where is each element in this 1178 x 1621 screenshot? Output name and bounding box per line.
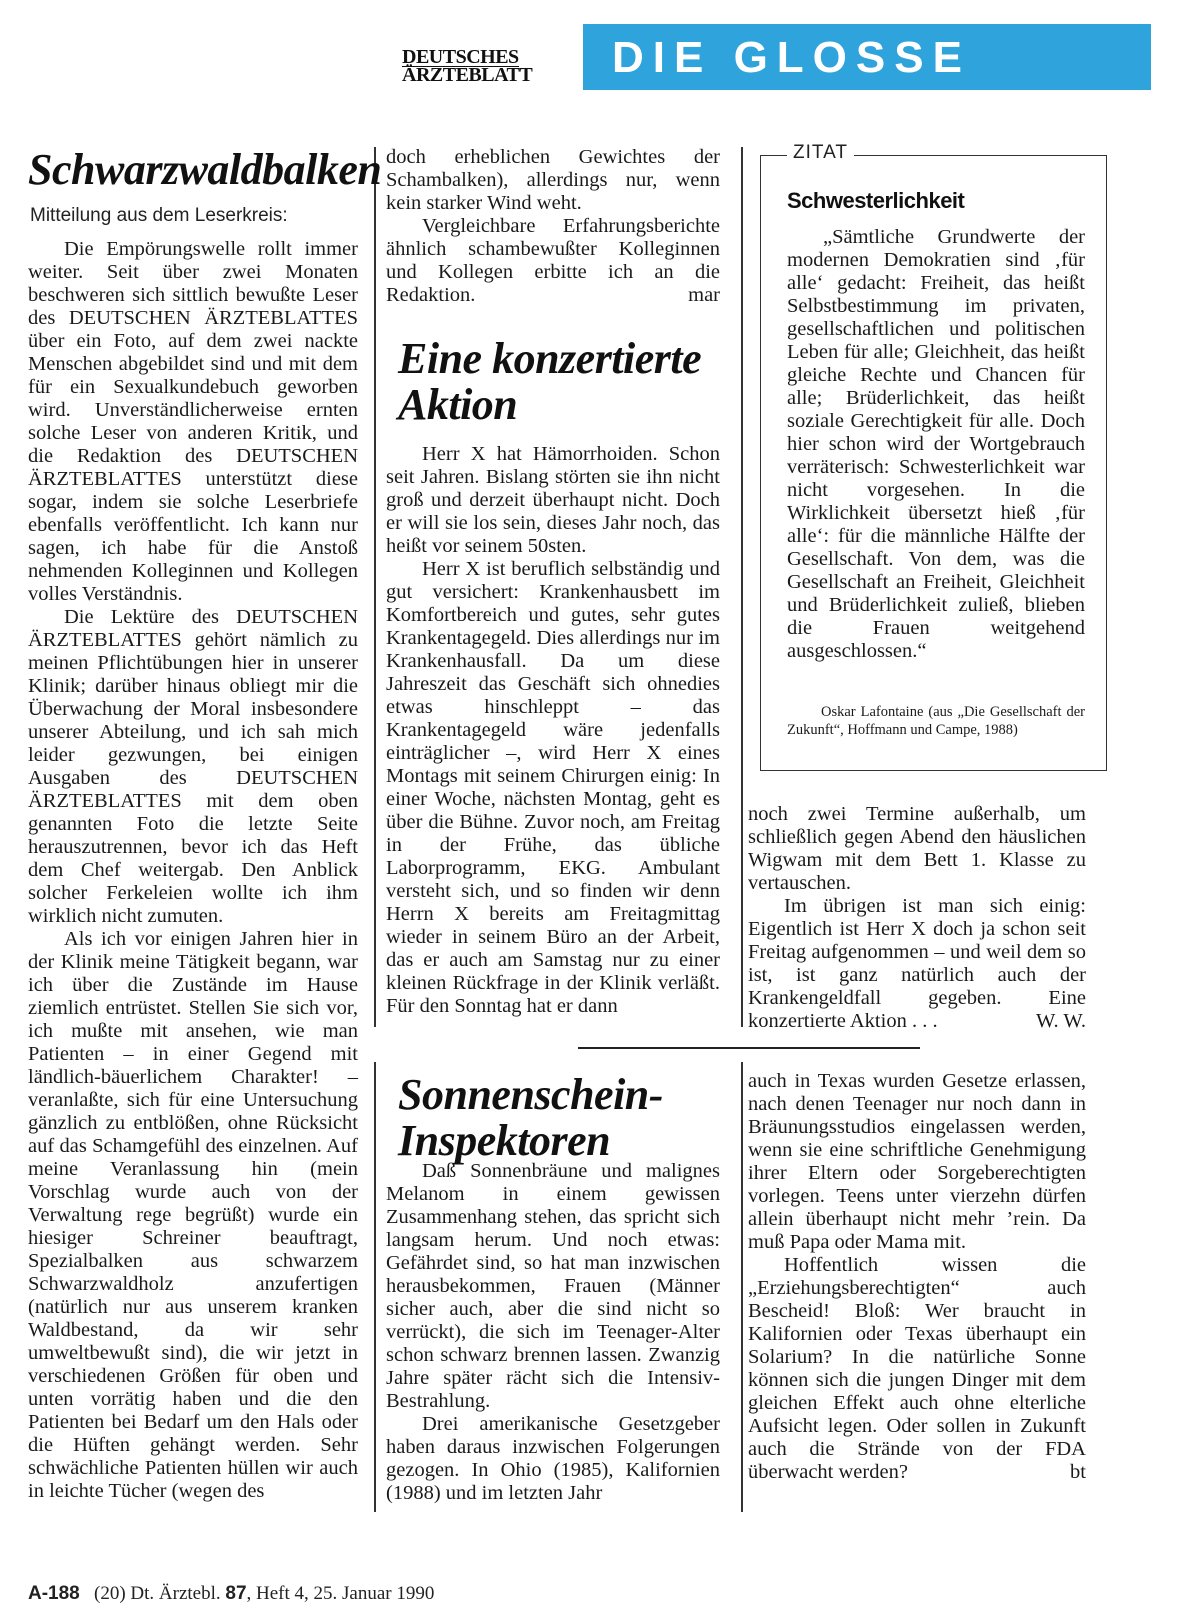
article-continuation — [748, 1070, 1086, 1484]
article-title — [398, 1072, 738, 1164]
citation-issue: , Heft 4, 25. Januar 1990 — [246, 1583, 435, 1604]
paragraph: doch erheblichen Gewichtes der Schambalken), allerdings nur, wenn kein starker Wind weht. — [386, 146, 720, 214]
author-signature: mar — [688, 284, 720, 306]
section-title: DIE GLOSSE — [612, 33, 971, 82]
article-body — [386, 1160, 720, 1505]
paragraph-text: Vergleichbare Erfahrungsberichte ähnlich schambewußter Kolleginnen und Kollegen erbitte ich an die Redaktion. — [386, 215, 720, 306]
article-body — [28, 238, 358, 1503]
paragraph: „Sämtliche Grundwerte der modernen Demokratien sind ‚für alle‘ gedacht: Freiheit, das heißt Selbstbestimmung im privaten, gesellschaftlichen und politischen Leben für alle; Gleichheit, das heißt gleiche Rechte und Chancen für alle; Brüderlichkeit, das heißt soziale Gerechtigkeit für alle. Doch hier schon wird der Wortgebrauch verräterisch: Schwesterlichkeit war nicht vorgesehen. In die Wirklichkeit übersetzt hieß ‚für alle‘: für die männliche Hälfte der Gesellschaft. Von dem, was die Gesellschaft an Freiheit, Gleichheit und Brüderlichkeit zuließ, blieben die Frauen weitgehend ausgeschlossen.“ — [787, 226, 1085, 662]
paragraph: noch zwei Termine außerhalb, um schließlich gegen Abend den häuslichen Wigwam mit dem Bett 1. Klasse zu vertauschen. — [748, 803, 1086, 894]
quote-heading: Schwesterlichkeit — [787, 188, 965, 213]
article-title — [398, 336, 738, 428]
title-line: Aktion — [398, 380, 518, 429]
author-signature: W. W. — [1036, 1010, 1086, 1032]
page-footer — [28, 1583, 434, 1605]
volume-number: 87 — [225, 1583, 247, 1604]
column-rule — [741, 147, 743, 1027]
article-body — [386, 443, 720, 1018]
title-line: Inspektoren — [398, 1116, 611, 1165]
paragraph — [748, 895, 1086, 1033]
column-rule — [374, 1062, 376, 1512]
column-rule — [374, 147, 376, 1027]
author-signature: bt — [1070, 1461, 1086, 1483]
quote-source — [787, 703, 1085, 739]
logo-line-1: DEUTSCHES — [402, 46, 519, 68]
quote-label: ZITAT — [787, 142, 854, 164]
article-title: Schwarzwaldbalken — [28, 145, 382, 194]
article-continuation — [386, 146, 720, 307]
column-rule — [741, 1062, 743, 1512]
citation-text: (20) Dt. Ärztebl. — [94, 1583, 221, 1604]
paragraph: Daß Sonnenbräune und malignes Melanom in einem gewissen Zusammenhang stehen, das spricht sich langsam herum. Und noch etwas: Gefährdet sind, so hat man inzwischen herausbekommen, Frauen (Männer sicher auch, aber die sind nicht so verrückt), die sich im Teenager-Alter schon schwarz brennen lassen. Zwanzig Jahre später rächt sich die Intensiv-Bestrahlung. — [386, 1160, 720, 1412]
logo-line-2: ÄRZTEBLATT — [402, 64, 533, 86]
paragraph: Die Lektüre des DEUTSCHEN ÄRZTEBLATTES gehört nämlich zu meinen Pflichtübungen hier in unserer Klinik; darüber hinaus obliegt mir die Überwachung der Moral insbesondere unserer Abteilung, und ich sah mich leider gezwungen, bei einigen Ausgaben des DEUTSCHEN ÄRZTEBLATTES mit dem oben genannten Foto die letzte Seite herauszutrennen, bevor ich das Heft dem Chef weitergab. Den Anblick solcher Ferkeleien wollte ich ihm wirklich nicht zumuten. — [28, 606, 358, 927]
title-line: Eine konzertierte — [398, 334, 702, 383]
title-line: Sonnenschein- — [398, 1070, 663, 1119]
page-number: A-188 — [28, 1583, 80, 1604]
masthead-logo — [402, 46, 570, 86]
article-subtitle: Mitteilung aus dem Leserkreis: — [30, 205, 288, 226]
paragraph: Die Empörungswelle rollt immer weiter. Seit über zwei Monaten beschweren sich sittlich bewußte Leser des DEUTSCHEN ÄRZTEBLATTES über ein Foto, auf dem zwei nackte Menschen abgebildet sind und mit dem für ein Sexualkundebuch geworben wird. Unverständlicherweise ernten solche Leser von anderen Kritik, und die Redaktion des DEUTSCHEN ÄRZTEBLATTES unterstützt diese sogar, indem sie solche Leserbriefe ebenfalls veröffentlicht. Ich kann nur sagen, ich habe für die Anstoß nehmenden Kolleginnen und Kollegen volles Verständnis. — [28, 238, 358, 605]
article-continuation — [748, 803, 1086, 1033]
paragraph — [748, 1254, 1086, 1484]
paragraph: Oskar Lafontaine (aus „Die Gesellschaft der Zukunft“, Hoffmann und Campe, 1988) — [787, 704, 1085, 738]
paragraph: Herr X hat Hämorrhoiden. Schon seit Jahren. Bislang störten sie ihn nicht groß und derzeit überhaupt nicht. Doch er will sie los sein, dieses Jahr noch, das heißt vor seinem 50sten. — [386, 443, 720, 557]
paragraph — [386, 215, 720, 307]
paragraph: Drei amerikanische Gesetzgeber haben daraus inzwischen Folgerungen gezogen. In Ohio (1985), Kalifornien (1988) und im letzten Jahr — [386, 1413, 720, 1504]
section-divider — [578, 1047, 920, 1049]
paragraph: Als ich vor einigen Jahren hier in der Klinik meine Tätigkeit begann, war ich über die Zustände im Hause ziemlich entrüstet. Stellen Sie sich vor, ich mußte mit ansehen, wie man Patienten – in einer Gegend mit ländlich-bäuerlichem Charakter! – veranlaßte, sich für eine Untersuchung gänzlich zu entblößen, ohne Rücksicht auf das Schamgefühl des einzelnen. Auf meine Veranlassung hin (mein Vorschlag wurde auch von der Verwaltung rege begrüßt) wurde ein hiesiger Schreiner beauftragt, Spezialbalken aus schwarzem Schwarzwaldholz anzufertigen (natürlich nur aus unserem kranken Waldbestand, da wir sehr umweltbewußt sind), die wir jetzt in verschiedenen Größen für oben und unten vorrätig haben und die den Patienten bei Bedarf um den Hals oder die Hüften gehängt werden. Sehr schwächliche Patienten hüllen wir auch in leichte Tücher (wegen des — [28, 928, 358, 1502]
paragraph: auch in Texas wurden Gesetze erlassen, nach denen Teenager nur noch dann in Bräunungsstudios eingelassen werden, wenn sie eine schriftliche Genehmigung ihrer Eltern oder Sorgeberechtigten vorlegen. Teens unter vierzehn dürfen allein überhaupt nicht mehr ’rein. Da muß Papa oder Mama mit. — [748, 1070, 1086, 1253]
paragraph-text: Im übrigen ist man sich einig: Eigentlich ist Herr X doch ja schon seit Freitag aufgenommen – und weil dem so ist, ist ganz natürlich auch der Krankengeldfall gegeben. Eine konzertierte Aktion . . . — [748, 895, 1086, 1032]
paragraph-text: Hoffentlich wissen die „Erziehungsberechtigten“ auch Bescheid! Bloß: Wer braucht in Kalifornien oder Texas überhaupt ein Solarium? In die natürliche Sonne können sich die jungen Dinger mit dem gleichen Effekt auch ohne elterliche Aufsicht legen. Oder sollen in Zukunft auch die Strände von der FDA überwacht werden? — [748, 1254, 1086, 1483]
paragraph: Herr X ist beruflich selbständig und gut versichert: Krankenhausbett im Komfortbereich und gutes, sehr gutes Krankentagegeld. Dies allerdings nur im Krankenhausfall. Da um diese Jahreszeit das Geschäft sich ohnedies etwas hinschleppt – das Krankentagegeld wäre jedenfalls einträglicher –, wird Herr X eines Montags mit seinem Chirurgen einig: In einer Woche, nächsten Montag, geht es über die Bühne. Zuvor noch, am Freitag in der Frühe, das übliche Laborprogramm, EKG. Ambulant versteht sich, und so finden wir denn Herrn X bereits am Freitagmittag wieder in seinem Büro an der Arbeit, das er auch am Samstag nur zu einer kleinen Rückfrage in der Klinik verläßt. Für den Sonntag hat er dann — [386, 558, 720, 1017]
quote-text — [787, 226, 1085, 663]
